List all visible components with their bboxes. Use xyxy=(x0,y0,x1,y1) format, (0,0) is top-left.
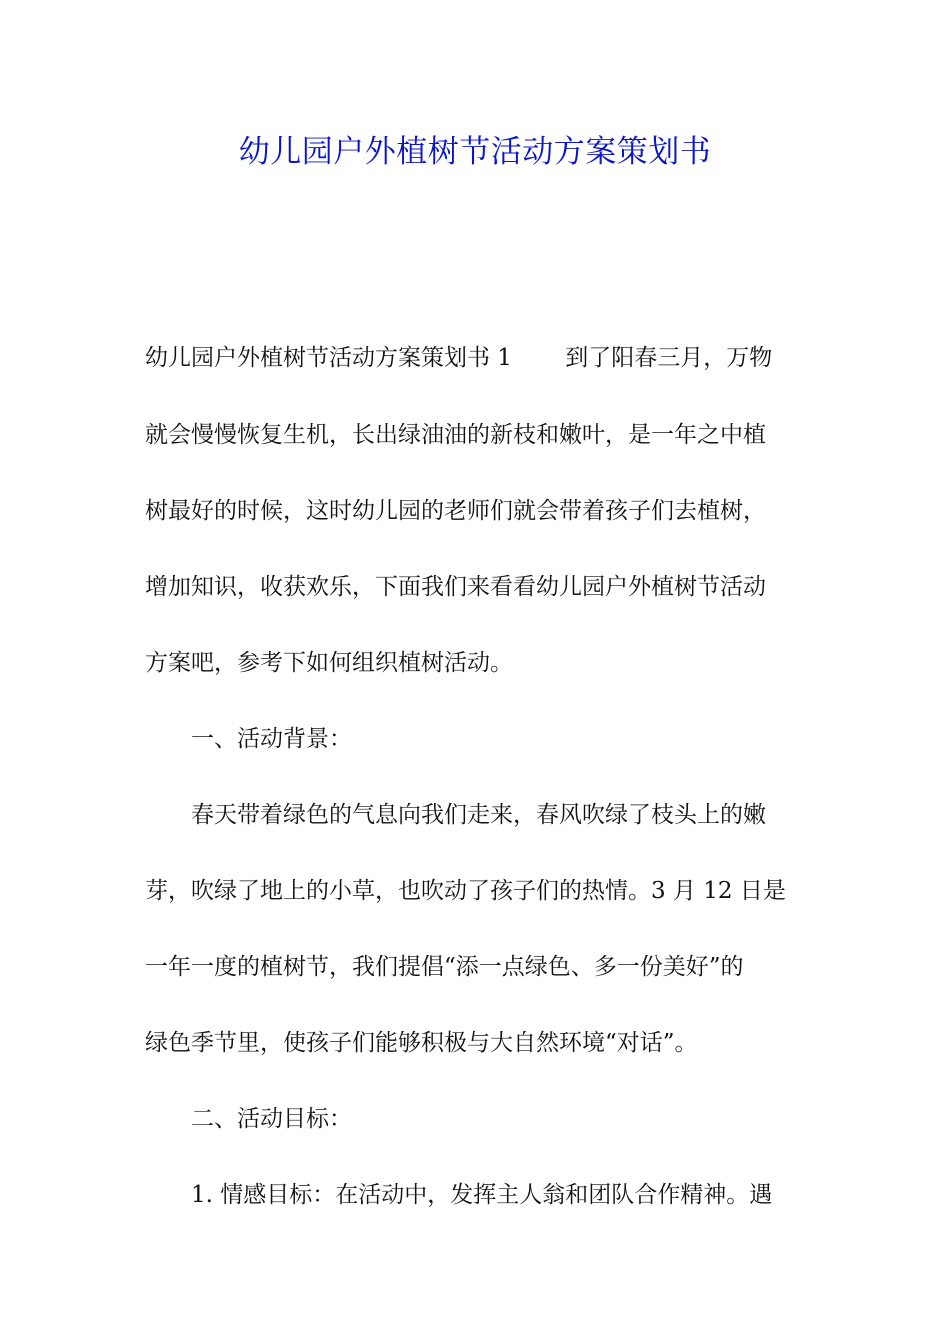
body-line: 就会慢慢恢复生机，长出绿油油的新枝和嫩叶，是一年之中植 xyxy=(145,422,766,448)
section-heading: 二、活动目标： xyxy=(145,1106,352,1132)
body-line: 1. 情感目标：在活动中，发挥主人翁和团队合作精神。遇 xyxy=(145,1182,773,1208)
section-heading: 一、活动背景： xyxy=(145,726,352,752)
body-line: 树最好的时候，这时幼儿园的老师们就会带着孩子们去植树， xyxy=(145,498,766,524)
body-line: 幼儿园户外植树节活动方案策划书 1 到了阳春三月，万物 xyxy=(145,345,773,371)
body-line: 方案吧，参考下如何组织植树活动。 xyxy=(145,650,513,676)
body-line: 绿色季节里，使孩子们能够积极与大自然环境“对话”。 xyxy=(145,1030,698,1056)
body-line: 一年一度的植树节，我们提倡“添一点绿色、多一份美好”的 xyxy=(145,954,744,980)
body-line: 增加知识，收获欢乐，下面我们来看看幼儿园户外植树节活动 xyxy=(145,574,766,600)
body-line: 芽，吹绿了地上的小草，也吹动了孩子们的热情。3 月 12 日是 xyxy=(145,878,786,904)
document-title: 幼儿园户外植树节活动方案策划书 xyxy=(238,134,712,170)
body-line: 春天带着绿色的气息向我们走来，春风吹绿了枝头上的嫩 xyxy=(145,802,766,828)
